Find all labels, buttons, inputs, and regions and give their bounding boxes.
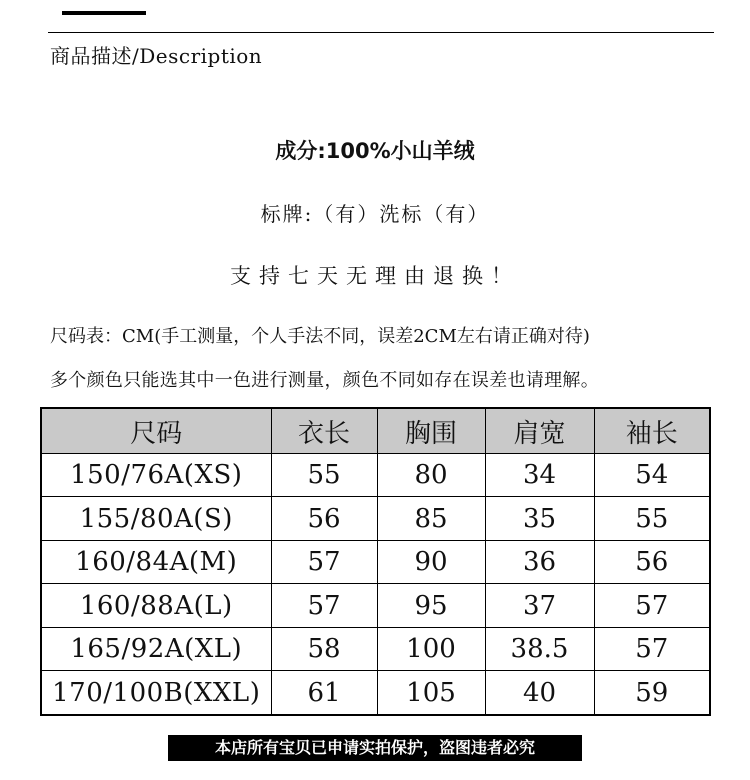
header-accent-bar — [62, 11, 146, 15]
header-size: 尺码 — [41, 408, 271, 454]
cell-length: 61 — [271, 671, 377, 715]
table-row — [41, 497, 710, 540]
cell-shoulder: 37 — [485, 584, 594, 627]
table-row — [41, 627, 710, 670]
cell-shoulder: 40 — [485, 671, 594, 715]
labels-text: 标牌:（有）洗标（有） — [260, 202, 490, 226]
cell-size: 170/100B(XXL) — [41, 671, 271, 715]
return-policy-text: 支持七天无理由退换！ — [230, 264, 520, 288]
cell-length: 57 — [271, 540, 377, 583]
cell-size: 160/88A(L) — [41, 584, 271, 627]
header-shoulder: 肩宽 — [485, 408, 594, 454]
table-header-row — [41, 408, 710, 454]
cell-shoulder: 36 — [485, 540, 594, 583]
size-table — [40, 407, 711, 716]
cell-length: 55 — [271, 454, 377, 497]
table-row — [41, 584, 710, 627]
measurement-note: 尺码表：CM(手工测量，个人手法不同，误差2CM左右请正确对待) — [50, 326, 590, 347]
header-sleeve: 袖长 — [594, 408, 710, 454]
cell-chest: 100 — [377, 627, 485, 670]
cell-sleeve: 57 — [594, 627, 710, 670]
cell-sleeve: 56 — [594, 540, 710, 583]
header-chest: 胸围 — [377, 408, 485, 454]
cell-size: 160/84A(M) — [41, 540, 271, 583]
section-title: 商品描述/Description — [50, 44, 263, 68]
cell-length: 57 — [271, 584, 377, 627]
color-note: 多个颜色只能选其中一色进行测量，颜色不同如存在误差也请理解。 — [50, 370, 599, 391]
cell-chest: 90 — [377, 540, 485, 583]
cell-shoulder: 38.5 — [485, 627, 594, 670]
cell-shoulder: 35 — [485, 497, 594, 540]
cell-length: 58 — [271, 627, 377, 670]
table-row — [41, 540, 710, 583]
cell-shoulder: 34 — [485, 454, 594, 497]
cell-chest: 80 — [377, 454, 485, 497]
cell-sleeve: 57 — [594, 584, 710, 627]
cell-sleeve: 59 — [594, 671, 710, 715]
cell-size: 155/80A(S) — [41, 497, 271, 540]
table-row — [41, 454, 710, 497]
cell-chest: 105 — [377, 671, 485, 715]
cell-size: 165/92A(XL) — [41, 627, 271, 670]
cell-chest: 85 — [377, 497, 485, 540]
header-divider — [48, 32, 714, 33]
cell-chest: 95 — [377, 584, 485, 627]
cell-length: 56 — [271, 497, 377, 540]
header-length: 衣长 — [271, 408, 377, 454]
copyright-banner: 本店所有宝贝已申请实拍保护，盗图违者必究 — [168, 735, 582, 761]
cell-sleeve: 55 — [594, 497, 710, 540]
composition-text: 成分:100%小山羊绒 — [275, 139, 475, 163]
cell-sleeve: 54 — [594, 454, 710, 497]
table-row — [41, 671, 710, 715]
cell-size: 150/76A(XS) — [41, 454, 271, 497]
